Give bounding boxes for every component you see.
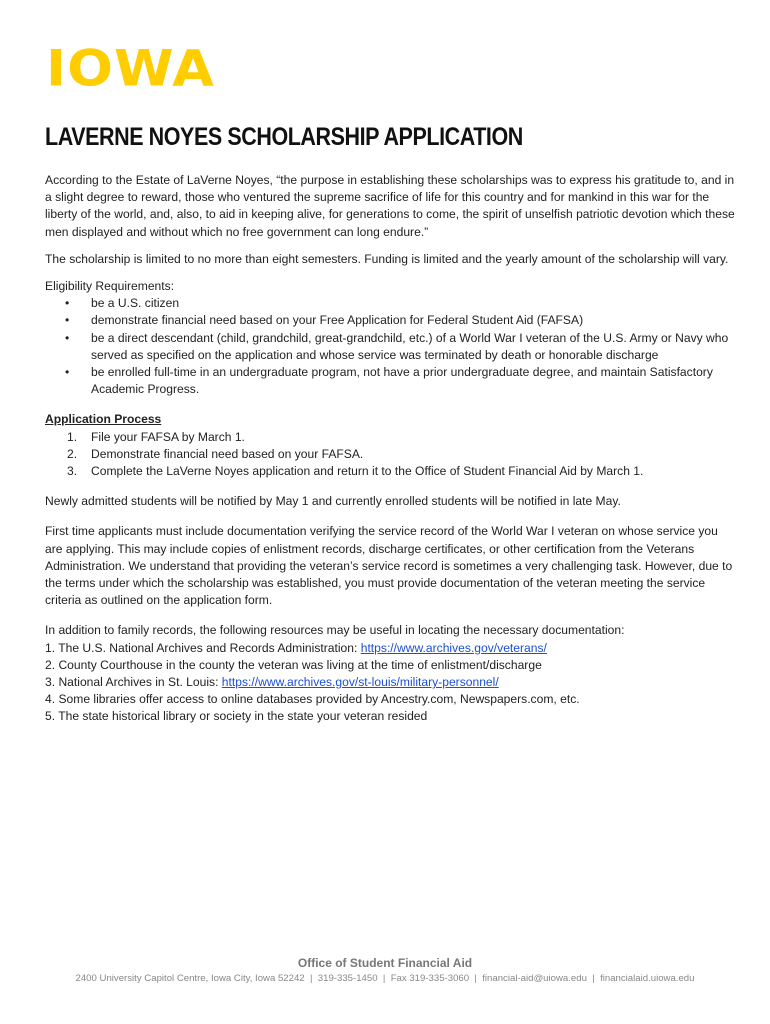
- bullet-icon: •: [65, 296, 70, 311]
- resource-text: 3. National Archives in St. Louis:: [45, 675, 222, 690]
- eligibility-item-text: be a U.S. citizen: [91, 296, 180, 311]
- eligibility-item: [45, 295, 735, 312]
- step-number: 2.: [67, 446, 78, 461]
- footer-contact-info: 2400 University Capitol Centre, Iowa City, Iowa 52242 | 319-335-1450 | Fax 319-335-3060 | financial-aid@uiowa.edu | financialaid.uiowa.edu: [75, 973, 695, 984]
- process-step: [45, 463, 735, 480]
- step-number: 1.: [67, 429, 78, 444]
- step-text: Complete the LaVerne Noyes application and return it to the Office of Student Financial Aid by March 1.: [91, 464, 644, 479]
- archives-veterans-link[interactable]: https://www.archives.gov/veterans/: [360, 640, 547, 655]
- bullet-icon: •: [65, 365, 70, 380]
- eligibility-heading: Eligibility Requirements:: [45, 279, 175, 294]
- resource-text: 4. Some libraries offer access to online databases provided by Ancestry.com, Newspapers.com, etc.: [45, 692, 580, 707]
- document-body: [45, 172, 735, 726]
- resources-intro: In addition to family records, the following resources may be useful in locating the necessary documentation:: [45, 623, 625, 638]
- process-step: [45, 446, 735, 463]
- resource-item: [45, 691, 735, 708]
- resource-item: [45, 657, 735, 674]
- footer-office-name: Office of Student Financial Aid: [297, 956, 473, 970]
- resource-text: 1. The U.S. National Archives and Records Administration:: [45, 640, 361, 655]
- step-number: 3.: [67, 464, 78, 479]
- intro-paragraph: According to the Estate of LaVerne Noyes, “the purpose in establishing these scholarships was to express his gratitude to, and in a slight degree to reward, those who ventured the supreme sacrifice of life for this country and for mankind in this war for the liberty of the world, and, also, to aid in keeping alive, for generations to come, the spirit of unselfish patriotic devotion which these men displayed and without which no free government can long endure.”: [45, 173, 735, 239]
- eligibility-item: [45, 312, 735, 329]
- step-text: Demonstrate financial need based on your FAFSA.: [91, 446, 364, 461]
- page-title: LAVERNE NOYES SCHOLARSHIP APPLICATION: [45, 123, 523, 151]
- resource-item: [45, 640, 735, 657]
- application-process-list: [45, 429, 735, 481]
- resource-item: [45, 708, 735, 725]
- step-text: File your FAFSA by March 1.: [91, 429, 245, 444]
- documentation-paragraph: First time applicants must include documentation verifying the service record of the World War I veteran on whose service you are applying. This may include copies of enlistment records, discharge certificates, or other certification from the Veterans Administration. We understand that providing the veteran’s service record is sometimes a very challenging task. However, due to the terms under which the scholarship was established, you must provide documentation of the veteran meeting the service criteria as outlined on the application form.: [45, 524, 733, 608]
- application-process-heading: Application Process: [45, 412, 162, 427]
- eligibility-item-text: be a direct descendant (child, grandchild, great-grandchild, etc.) of a World War I veteran of the U.S. Army or Navy who served as specified on the application and whose service was terminated by death or honorable discharge: [91, 330, 729, 362]
- bullet-icon: •: [65, 330, 70, 345]
- eligibility-list: [45, 295, 735, 398]
- archives-st-louis-link[interactable]: https://www.archives.gov/st-louis/military-personnel/: [221, 675, 499, 690]
- process-step: [45, 429, 735, 446]
- limit-paragraph: The scholarship is limited to no more than eight semesters. Funding is limited and the yearly amount of the scholarship will vary.: [45, 251, 729, 266]
- resource-text: 2. County Courthouse in the county the veteran was living at the time of enlistment/discharge: [45, 657, 542, 672]
- eligibility-item: [45, 330, 735, 364]
- iowa-logo: IOWA: [46, 39, 215, 98]
- eligibility-item: [45, 364, 735, 398]
- resource-text: 5. The state historical library or society in the state your veteran resided: [45, 709, 428, 724]
- resource-item: [45, 674, 735, 691]
- notification-paragraph: Newly admitted students will be notified by May 1 and currently enrolled students will be notified in late May.: [45, 494, 621, 509]
- eligibility-item-text: demonstrate financial need based on your Free Application for Federal Student Aid (FAFSA): [91, 313, 584, 328]
- bullet-icon: •: [65, 313, 70, 328]
- eligibility-item-text: be enrolled full-time in an undergraduate program, not have a prior undergraduate degree, and maintain Satisfactory Academic Progress.: [91, 365, 713, 397]
